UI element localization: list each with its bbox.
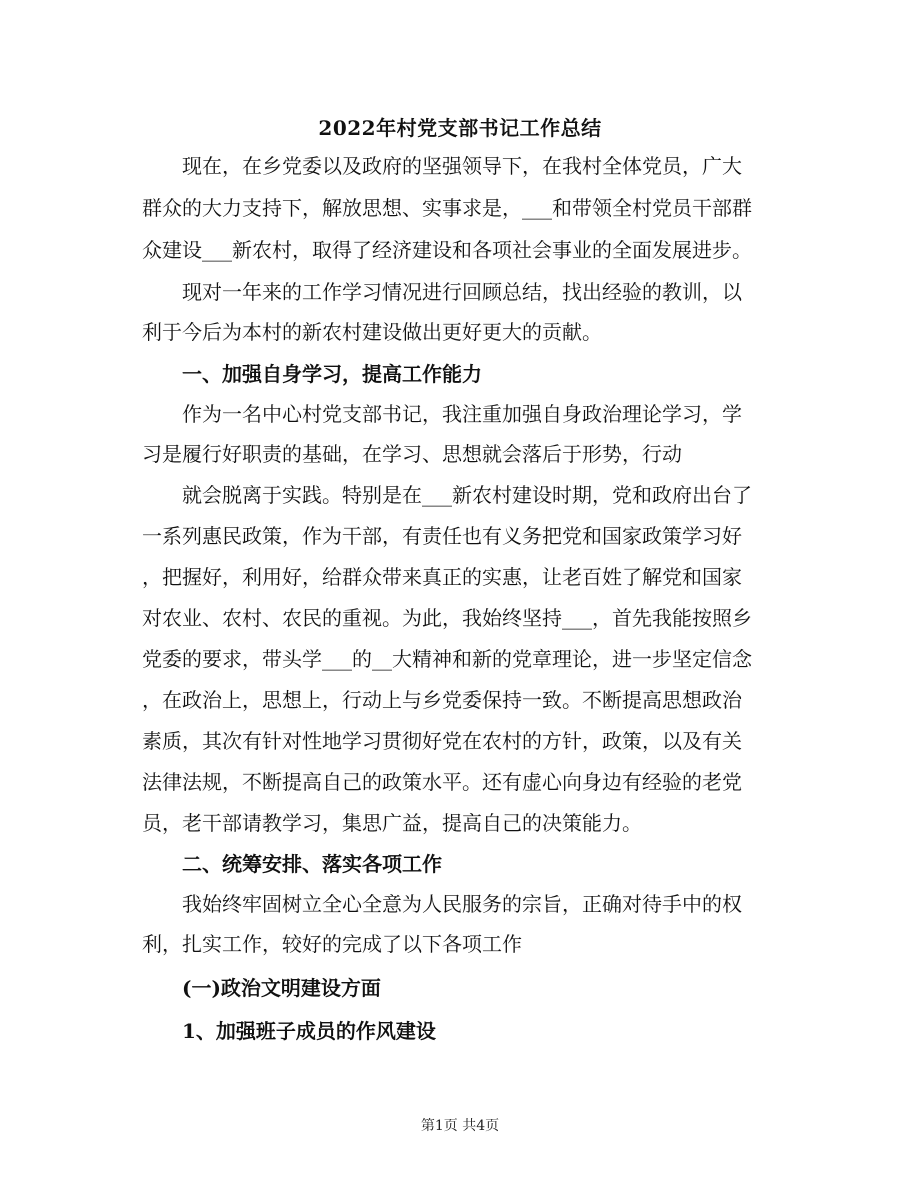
paragraph-line: 我始终牢固树立全心全意为人民服务的宗旨，正确对待手中的权 [182, 892, 742, 916]
subsection-heading: 1、加强班子成员的作风建设 [182, 1019, 436, 1043]
document-title: 2022年村党支部书记工作总结 [318, 116, 602, 140]
paragraph-line: 党委的要求，带头学___的__大精神和新的党章理论，进一步坚定信念 [142, 647, 752, 671]
paragraph-line: ，把握好，利用好，给群众带来真正的实惠，让老百姓了解党和国家 [142, 565, 742, 589]
section-heading: 一、加强自身学习，提高工作能力 [182, 362, 482, 386]
paragraph-line: 现对一年来的工作学习情况进行回顾总结，找出经验的教训，以 [182, 280, 742, 304]
paragraph-line: ，在政治上，思想上，行动上与乡党委保持一致。不断提高思想政治 [142, 688, 742, 712]
paragraph-line: 对农业、农村、农民的重视。为此，我始终坚持___，首先我能按照乡 [142, 606, 752, 630]
paragraph-line: 利于今后为本村的新农村建设做出更好更大的贡献。 [142, 320, 602, 344]
paragraph-line: 法律法规，不断提高自己的政策水平。还有虚心向身边有经验的老党 [142, 770, 742, 794]
section-heading: 二、统筹安排、落实各项工作 [182, 852, 442, 876]
paragraph-line: 作为一名中心村党支部书记，我注重加强自身政治理论学习，学 [182, 402, 742, 426]
paragraph-line: 众建设___新农村，取得了经济建设和各项社会事业的全面发展进步。 [142, 238, 752, 262]
subsection-heading: (一)政治文明建设方面 [182, 976, 381, 1000]
paragraph-line: 员，老干部请教学习，集思广益，提高自己的决策能力。 [142, 811, 642, 835]
paragraph-line: 现在，在乡党委以及政府的坚强领导下，在我村全体党员，广大 [182, 154, 742, 178]
paragraph-line: 利，扎实工作，较好的完成了以下各项工作 [142, 932, 522, 956]
paragraph-line: 素质，其次有针对性地学习贯彻好党在农村的方针，政策，以及有关 [142, 729, 742, 753]
paragraph-line: 一系列惠民政策，作为干部，有责任也有义务把党和国家政策学习好 [142, 524, 742, 548]
page-footer: 第1页 共4页 [420, 1118, 500, 1134]
paragraph-line: 习是履行好职责的基础，在学习、思想就会落后于形势，行动 [142, 442, 682, 466]
paragraph-line: 群众的大力支持下，解放思想、实事求是，___和带领全村党员干部群 [142, 196, 752, 220]
paragraph-line: 就会脱离于实践。特别是在___新农村建设时期，党和政府出台了 [182, 483, 752, 507]
